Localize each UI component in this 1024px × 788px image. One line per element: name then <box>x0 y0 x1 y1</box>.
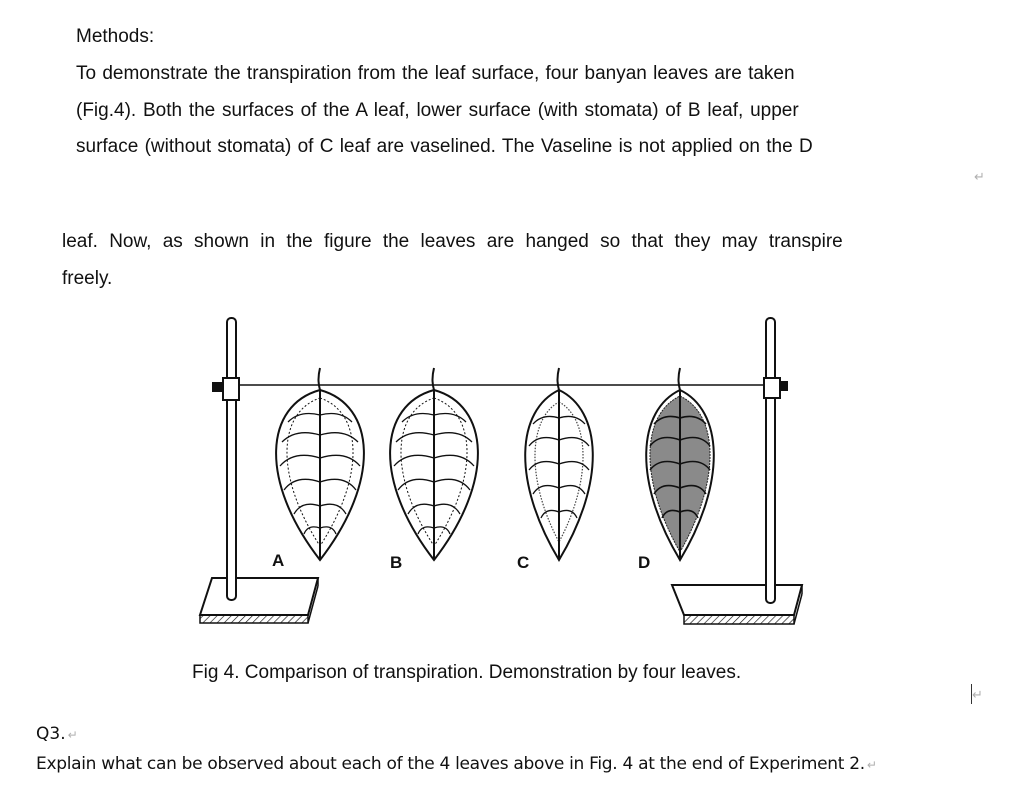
leaf-d <box>638 368 714 572</box>
question-text <box>36 754 877 774</box>
leaf-transpiration-figure <box>190 310 810 640</box>
methods-line-2: (Fig.4). Both the surfaces of the A leaf, lower surface (with stomata) of B leaf, upper <box>76 100 799 121</box>
figure-caption: Fig 4. Comparison of transpiration. Demonstration by four leaves. <box>192 662 742 683</box>
methods-line-4: leaf. Now, as shown in the figure the leaves are hanged so that they may transpire <box>62 231 843 252</box>
methods-line-1: To demonstrate the transpiration from the leaf surface, four banyan leaves are taken <box>76 63 795 84</box>
question-text-body: Explain what can be observed about each of the 4 leaves above in Fig. 4 at the end of Experiment 2. <box>36 754 865 774</box>
methods-line-3: surface (without stomata) of C leaf are vaselined. The Vaseline is not applied on the D <box>76 136 813 157</box>
leaf-c <box>517 368 593 572</box>
leaf-label-c: C <box>517 553 530 572</box>
leaf-a <box>272 368 364 570</box>
leaf-label-d: D <box>638 553 651 572</box>
paragraph-return-mark: ↵ <box>974 170 985 185</box>
question-text-return-mark: ↵ <box>866 758 877 772</box>
leaf-b <box>390 368 478 572</box>
question-label-text: Q3. <box>36 724 66 744</box>
question-label-return-mark: ↵ <box>67 728 78 742</box>
question-label <box>36 724 78 744</box>
leaf-label-b: B <box>390 553 403 572</box>
caption-return-mark: ↵ <box>972 688 983 703</box>
methods-heading: Methods: <box>76 26 155 47</box>
methods-line-5: freely. <box>62 268 113 289</box>
leaf-label-a: A <box>272 551 285 570</box>
